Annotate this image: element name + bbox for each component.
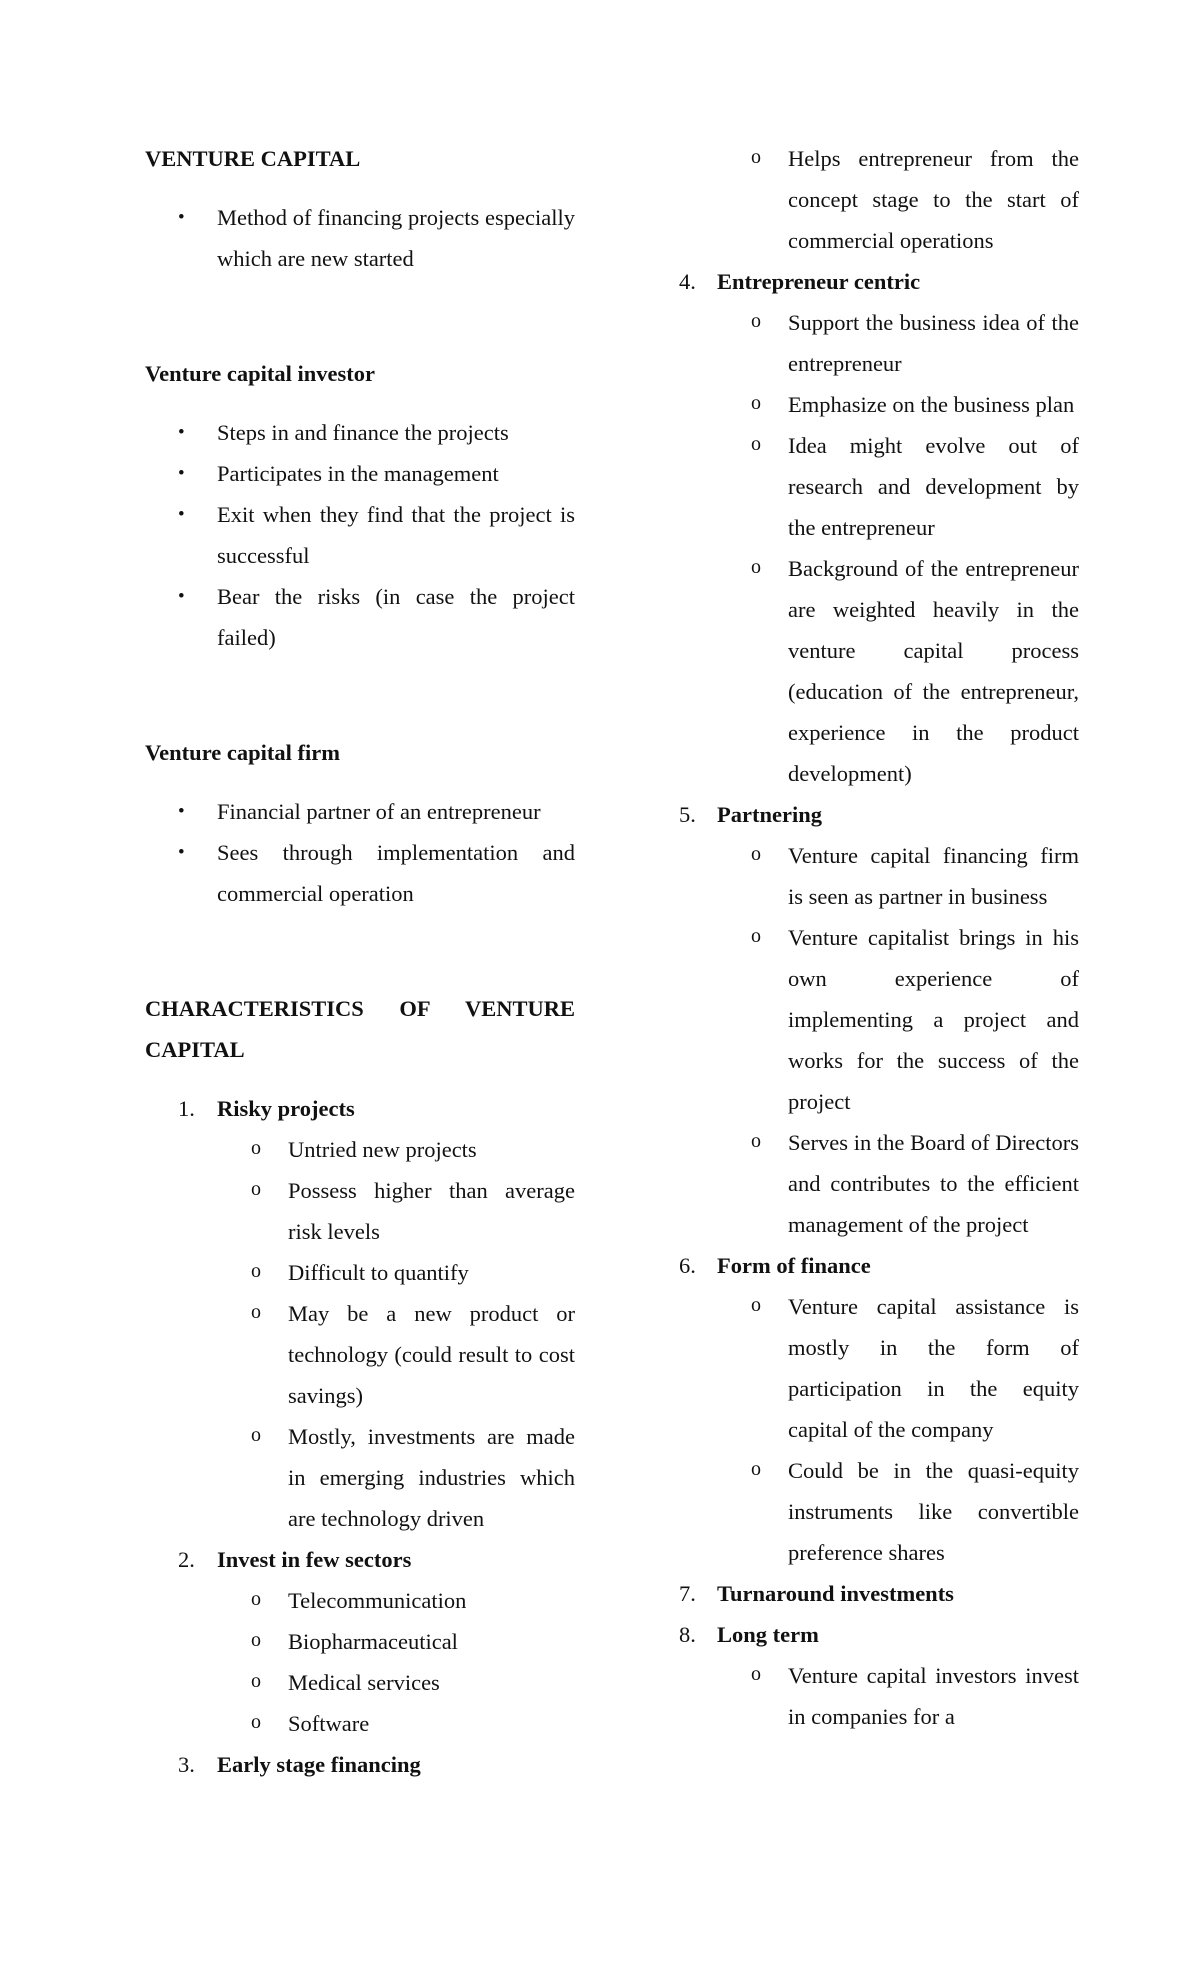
sub-bullet-item [679, 1286, 1079, 1450]
circle-bullet-icon: o [751, 1458, 761, 1480]
bullet-item [145, 197, 575, 279]
sub-bullet-item [145, 1170, 575, 1252]
circle-bullet-icon: o [751, 146, 761, 168]
sub-bullet-item-text: Mostly, investments are made in emerging industries which are technology driven [288, 1424, 575, 1531]
bullet-item [145, 576, 575, 658]
circle-bullet-icon: o [251, 1178, 261, 1200]
right-column [679, 138, 1079, 1737]
circle-bullet-icon: o [751, 310, 761, 332]
sub-bullet-item [145, 1416, 575, 1539]
circle-bullet-icon: o [751, 1294, 761, 1316]
numbered-item [679, 1573, 1079, 1614]
circle-bullet-icon: o [251, 1260, 261, 1282]
sub-bullet-item [145, 1293, 575, 1416]
bullet-icon: • [178, 842, 185, 863]
firm-list [145, 791, 575, 914]
left-column [145, 138, 575, 1785]
list-number: 3. [178, 1752, 195, 1777]
sub-bullet-item-text: Venture capital financing firm is seen as partner in business [788, 843, 1079, 909]
bullet-icon: • [178, 586, 185, 607]
bullet-item [145, 494, 575, 576]
bullet-item-text: Bear the risks (in case the project failed) [217, 584, 575, 650]
circle-bullet-icon: o [751, 556, 761, 578]
investor-list [145, 412, 575, 658]
list-number: 2. [178, 1547, 195, 1572]
sub-bullet-item [679, 1655, 1079, 1737]
circle-bullet-icon: o [251, 1137, 261, 1159]
sub-bullet-item [679, 425, 1079, 548]
intro-list [145, 197, 575, 279]
sub-bullet-item [679, 548, 1079, 794]
sub-bullet-item [145, 1662, 575, 1703]
sub-bullet-item-text: Support the business idea of the entrepreneur [788, 310, 1079, 376]
numbered-item-text: Long term [717, 1622, 819, 1647]
sub-bullet-item [679, 1122, 1079, 1245]
sub-bullet-item-text: Could be in the quasi-equity instruments like convertible preference shares [788, 1458, 1079, 1565]
circle-bullet-icon: o [251, 1588, 261, 1610]
numbered-item [145, 1088, 575, 1129]
sub-bullet-item [145, 1252, 575, 1293]
sub-bullet-item [679, 384, 1079, 425]
sub-bullet-item-text: Software [288, 1711, 370, 1736]
sub-bullet-item-text: May be a new product or technology (could result to cost savings) [288, 1301, 575, 1408]
sub-bullet-item [679, 1450, 1079, 1573]
sub-bullet-item-text: Venture capitalist brings in his own experience of implementing a project and works for the success of the project [788, 925, 1079, 1114]
characteristics-heading-line2: CAPITAL [145, 1037, 245, 1062]
numbered-item [679, 794, 1079, 835]
circle-bullet-icon: o [251, 1301, 261, 1323]
circle-bullet-icon: o [251, 1424, 261, 1446]
circle-bullet-icon: o [751, 433, 761, 455]
bullet-item-text: Sees through implementation and commercial operation [217, 840, 575, 906]
numbered-item [679, 1614, 1079, 1655]
circle-bullet-icon: o [751, 925, 761, 947]
bullet-item [145, 453, 575, 494]
bullet-item-text: Steps in and finance the projects [217, 420, 509, 445]
numbered-item-text: Entrepreneur centric [717, 269, 921, 294]
circle-bullet-icon: o [751, 1130, 761, 1152]
sub-bullet-item-text: Venture capital investors invest in companies for a [788, 1663, 1079, 1729]
numbered-item [679, 261, 1079, 302]
list-number: 5. [679, 802, 696, 827]
numbered-item-text: Invest in few sectors [217, 1547, 412, 1572]
bullet-item [145, 412, 575, 453]
sub-bullet-item [145, 1621, 575, 1662]
list-number: 7. [679, 1581, 696, 1606]
continued-points [679, 138, 1079, 261]
bullet-icon: • [178, 463, 185, 484]
characteristics-list-right [679, 261, 1079, 1737]
numbered-item [679, 1245, 1079, 1286]
numbered-item-text: Partnering [717, 802, 822, 827]
list-number: 6. [679, 1253, 696, 1278]
characteristics-heading-line1: CHARACTERISTICS OF VENTURE [145, 996, 575, 1021]
bullet-item [145, 832, 575, 914]
bullet-icon: • [178, 801, 185, 822]
list-number: 4. [679, 269, 696, 294]
circle-bullet-icon: o [751, 843, 761, 865]
investor-heading: Venture capital investor [145, 361, 375, 386]
sub-bullet-item-text: Emphasize on the business plan [788, 392, 1075, 417]
bullet-item-text: Method of financing projects especially which are new started [217, 205, 575, 271]
characteristics-list-left [145, 1088, 575, 1785]
sub-bullet-item [679, 138, 1079, 261]
bullet-item [145, 791, 575, 832]
sub-bullet-item-text: Telecommunication [288, 1588, 467, 1613]
numbered-item-text: Risky projects [217, 1096, 355, 1121]
sub-bullet-item-text: Venture capital assistance is mostly in the form of participation in the equity capital of the company [788, 1294, 1079, 1442]
sub-bullet-item [145, 1703, 575, 1744]
sub-bullet-item-text: Medical services [288, 1670, 440, 1695]
circle-bullet-icon: o [251, 1670, 261, 1692]
sub-bullet-item-text: Untried new projects [288, 1137, 477, 1162]
numbered-item-text: Form of finance [717, 1253, 871, 1278]
numbered-item-text: Turnaround investments [717, 1581, 954, 1606]
circle-bullet-icon: o [751, 392, 761, 414]
sub-bullet-item-text: Difficult to quantify [288, 1260, 469, 1285]
bullet-item-text: Participates in the management [217, 461, 499, 486]
circle-bullet-icon: o [251, 1629, 261, 1651]
list-number: 1. [178, 1096, 195, 1121]
numbered-item-text: Early stage financing [217, 1752, 421, 1777]
sub-bullet-item-text: Idea might evolve out of research and development by the entrepreneur [788, 433, 1079, 540]
sub-bullet-item-text: Serves in the Board of Directors and contributes to the efficient management of the project [788, 1130, 1079, 1237]
sub-bullet-item [679, 835, 1079, 917]
bullet-icon: • [178, 422, 185, 443]
document-title: VENTURE CAPITAL [145, 146, 361, 171]
sub-bullet-item-text: Helps entrepreneur from the concept stage to the start of commercial operations [788, 146, 1079, 253]
sub-bullet-item [145, 1129, 575, 1170]
firm-heading: Venture capital firm [145, 740, 340, 765]
sub-bullet-item-text: Biopharmaceutical [288, 1629, 458, 1654]
sub-bullet-item [679, 302, 1079, 384]
sub-bullet-item [679, 917, 1079, 1122]
sub-bullet-item-text: Possess higher than average risk levels [288, 1178, 575, 1244]
circle-bullet-icon: o [251, 1711, 261, 1733]
circle-bullet-icon: o [751, 1663, 761, 1685]
bullet-item-text: Financial partner of an entrepreneur [217, 799, 541, 824]
bullet-icon: • [178, 504, 185, 525]
numbered-item [145, 1744, 575, 1785]
bullet-item-text: Exit when they find that the project is successful [217, 502, 575, 568]
numbered-item [145, 1539, 575, 1580]
sub-bullet-item-text: Background of the entrepreneur are weighted heavily in the venture capital process (education of the entrepreneur, experience in the product development) [788, 556, 1079, 786]
bullet-icon: • [178, 207, 185, 228]
sub-bullet-item [145, 1580, 575, 1621]
list-number: 8. [679, 1622, 696, 1647]
